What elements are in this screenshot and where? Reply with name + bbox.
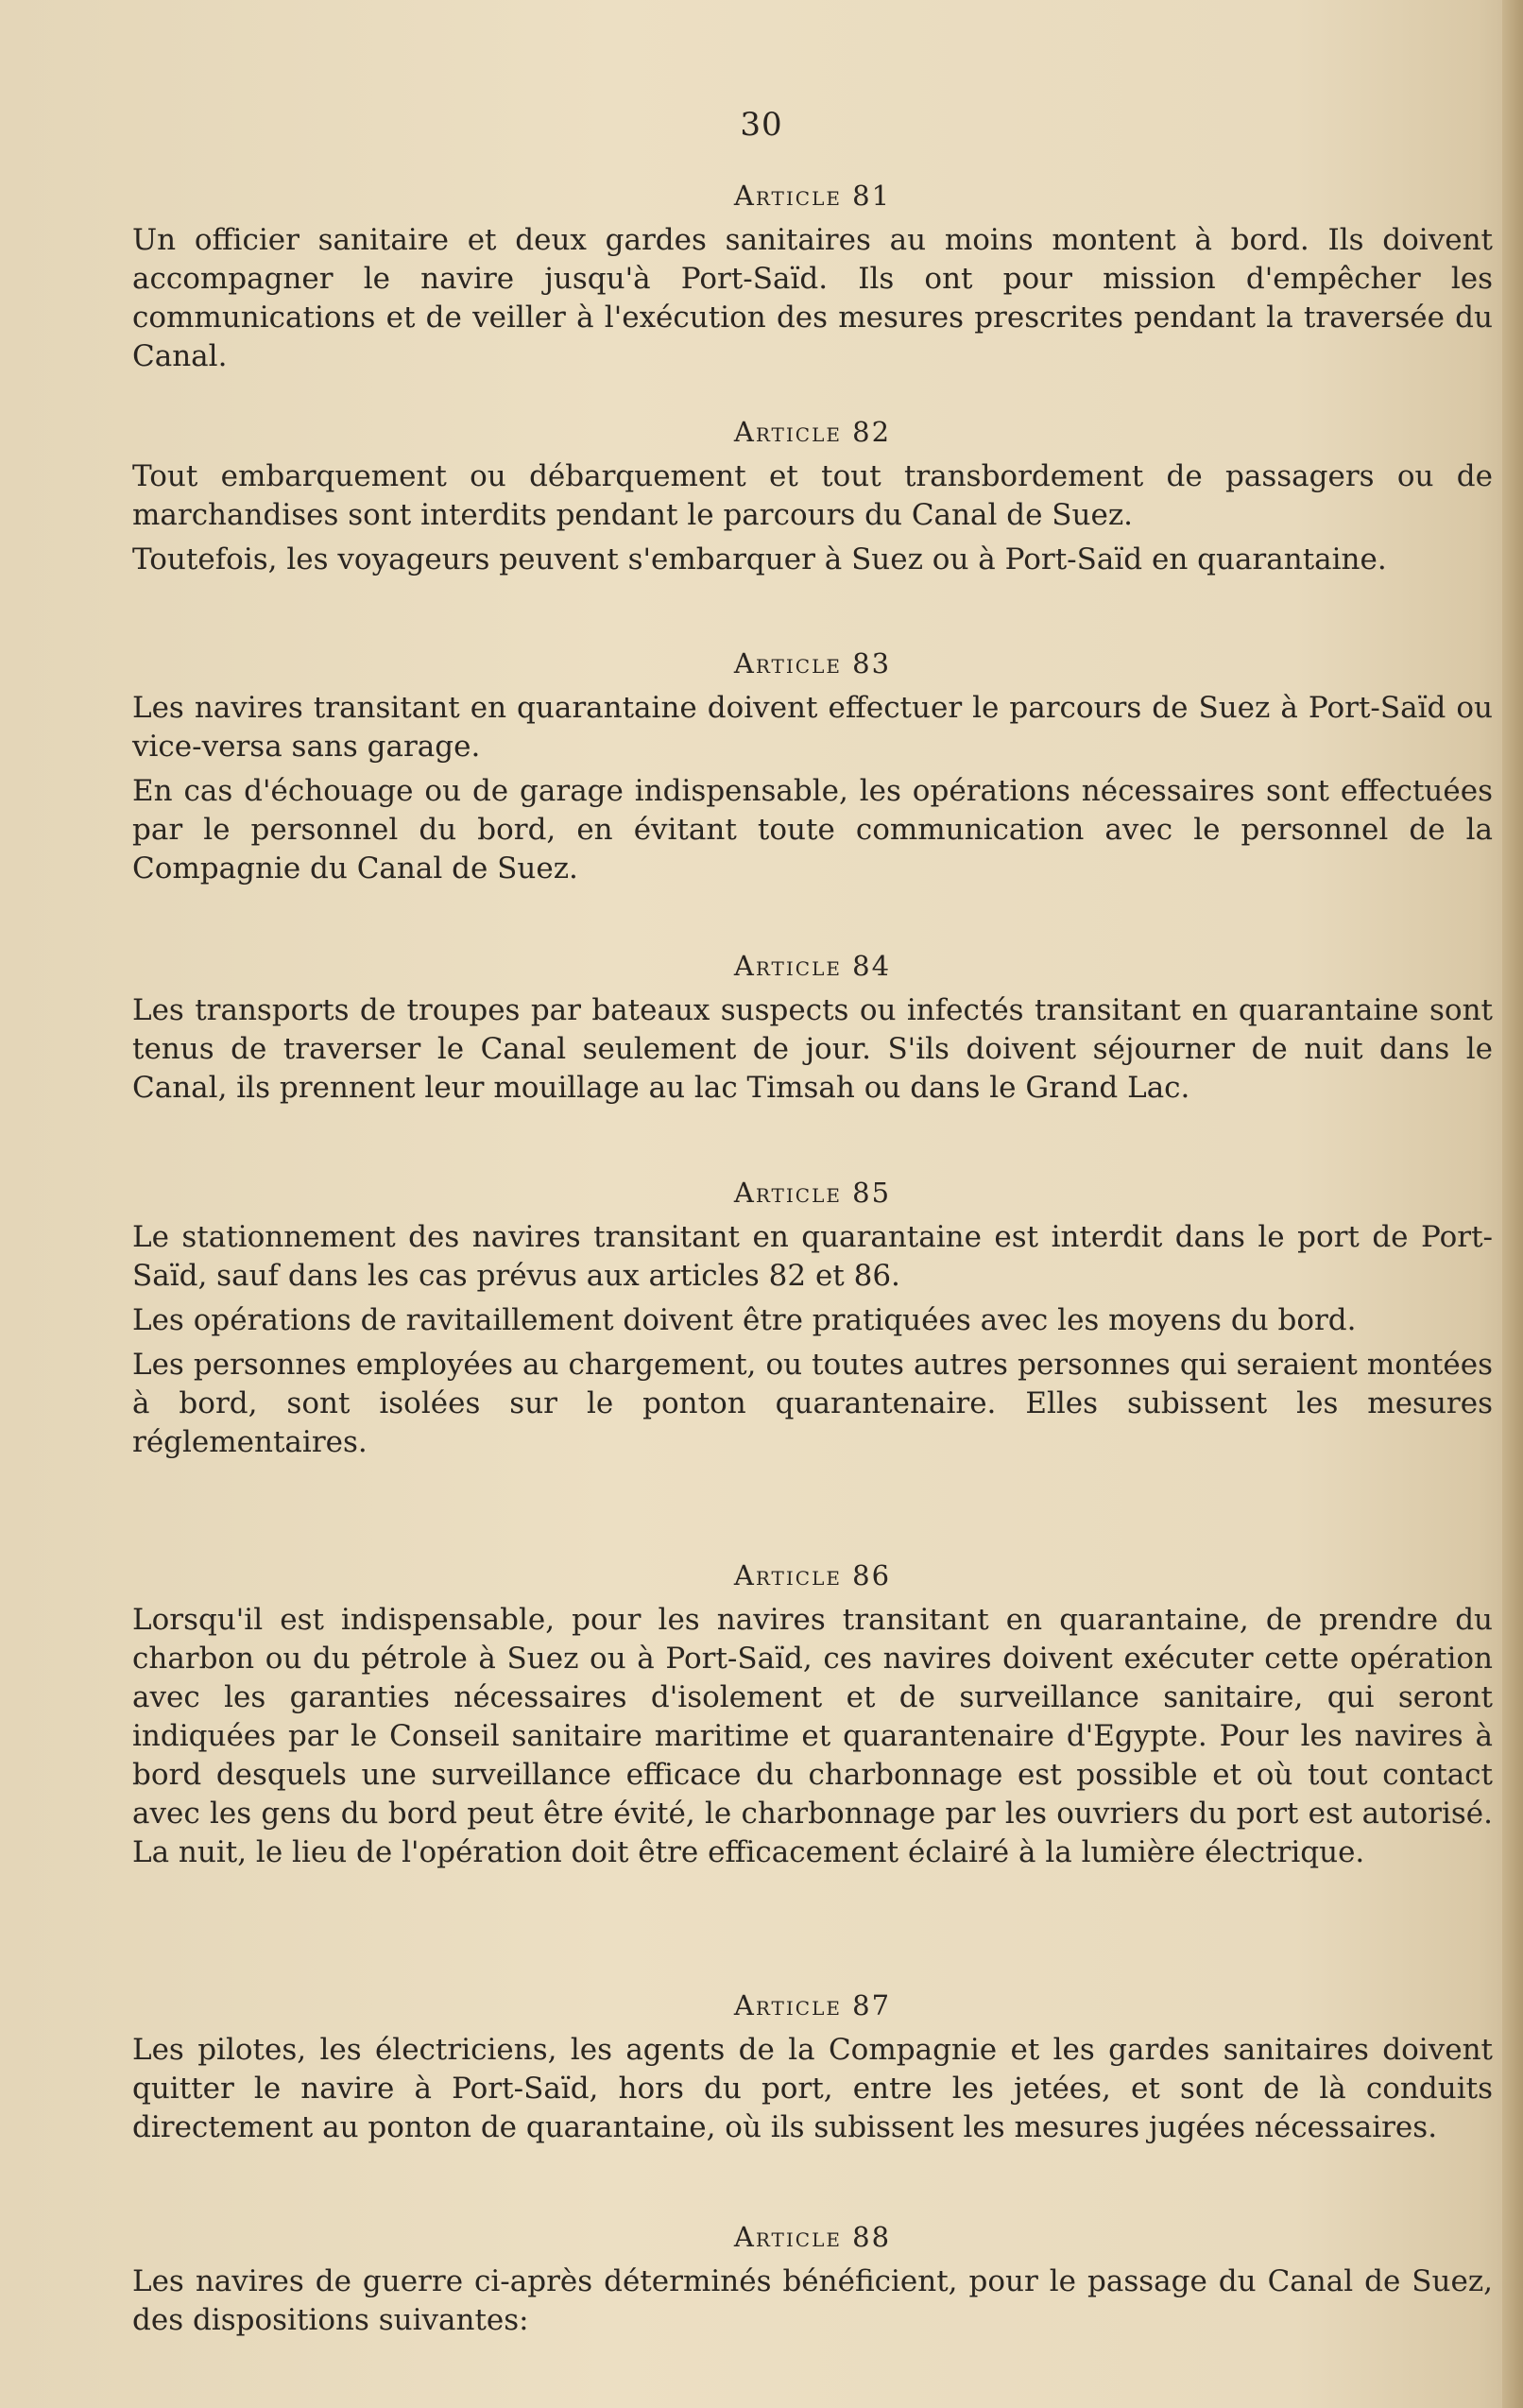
article-heading: Article 88 [733, 2221, 892, 2253]
article-paragraph: Les opérations de ravitaillement doivent être pratiquées avec les moyens du bord. [132, 1303, 1357, 1337]
article-87 [132, 1989, 1493, 2153]
article-heading: Article 84 [733, 950, 892, 982]
page-edge [1502, 0, 1523, 2408]
article-heading: Article 86 [733, 1559, 892, 1591]
article-paragraph: Lorsqu'il est indispensable, pour les navires transitant en quarantaine, de prendre du charbon ou du pétrole à Suez ou à Port-Saïd, ces navires doivent exécuter cette opération avec les garanties nécessaires d'isolement et de surveillance sanitaire, qui seront indiquées par le Conseil sanitaire maritime et quarantenaire d'Egypte. Pour les navires à bord desquels une surveillance efficace du charbonnage est possible et où tout contact avec les gens du bord peut être évité, le charbonnage par les ouvriers du port est autorisé. La nuit, le lieu de l'opération doit être efficacement éclairé à la lumière électrique. [132, 1603, 1493, 1869]
article-heading: Article 87 [733, 1989, 892, 2021]
article-paragraph: Les navires de guerre ci-après déterminés bénéficient, pour le passage du Canal de Suez, des dispositions suivantes: [132, 2264, 1493, 2337]
article-82 [132, 416, 1493, 585]
article-81 [132, 180, 1493, 382]
page-number: 30 [740, 106, 783, 144]
article-paragraph: Les navires transitant en quarantaine doivent effectuer le parcours de Suez à Port-Saïd ou vice-versa sans garage. [132, 691, 1493, 764]
article-88 [132, 2221, 1493, 2346]
article-paragraph: Toutefois, les voyageurs peuvent s'embarquer à Suez ou à Port-Saïd en quarantaine. [132, 542, 1387, 576]
article-paragraph: Les personnes employées au chargement, ou toutes autres personnes qui seraient montées à bord, sont isolées sur le ponton quarantenaire. Elles subissent les mesures réglementaires. [132, 1348, 1493, 1459]
article-heading: Article 85 [733, 1177, 892, 1209]
article-paragraph: En cas d'échouage ou de garage indispensable, les opérations nécessaires sont effectuées par le personnel du bord, en évitant toute communication avec le personnel de la Compagnie du Canal de Suez. [132, 774, 1493, 886]
article-paragraph: Les pilotes, les électriciens, les agents de la Compagnie et les gardes sanitaires doivent quitter le navire à Port-Saïd, hors du port, entre les jetées, et sont de là conduits directement au ponton de quarantaine, où ils subissent les mesures jugées nécessaires. [132, 2033, 1493, 2144]
article-paragraph: Le stationnement des navires transitant en quarantaine est interdit dans le port de Port-Saïd, sauf dans les cas prévus aux articles 82 et 86. [132, 1220, 1493, 1293]
article-83 [132, 647, 1493, 894]
article-85 [132, 1177, 1493, 1468]
article-paragraph: Un officier sanitaire et deux gardes sanitaires au moins montent à bord. Ils doivent accompagner le navire jusqu'à Port-Saïd. Ils ont pour mission d'empêcher les communications et de veiller à l'exécution des mesures prescrites pendant la traversée du Canal. [132, 223, 1493, 373]
article-86 [132, 1559, 1493, 1878]
article-84 [132, 950, 1493, 1113]
article-heading: Article 83 [733, 647, 892, 679]
article-paragraph: Les transports de troupes par bateaux suspects ou infectés transitant en quarantaine sont tenus de traverser le Canal seulement de jour. S'ils doivent séjourner de nuit dans le Canal, ils prennent leur mouillage au lac Timsah ou dans le Grand Lac. [132, 993, 1493, 1105]
article-heading: Article 81 [733, 180, 892, 212]
article-paragraph: Tout embarquement ou débarquement et tout transbordement de passagers ou de marchandises sont interdits pendant le parcours du Canal de Suez. [132, 459, 1493, 532]
article-heading: Article 82 [733, 416, 892, 448]
